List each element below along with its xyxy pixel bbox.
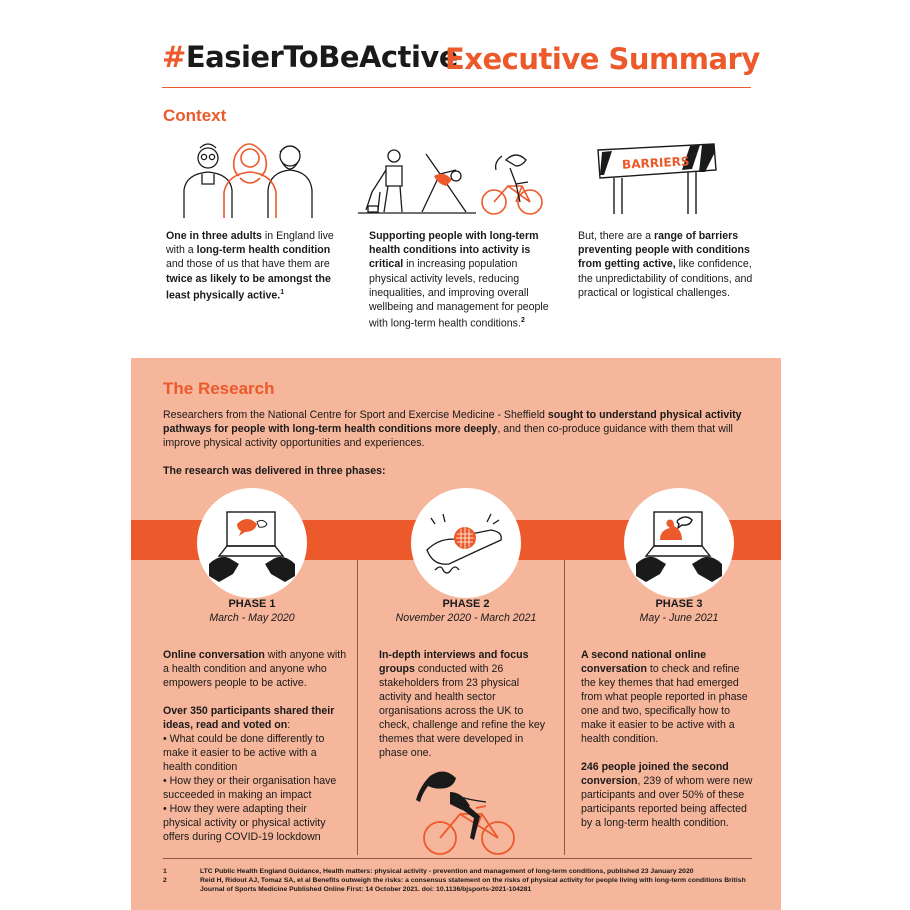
laptop-video-chat-icon bbox=[632, 500, 726, 590]
context-heading: Context bbox=[163, 106, 227, 125]
list-item: • What could be done differently to make it easier to be active with a health condition bbox=[163, 732, 348, 774]
laptop-chat-icon bbox=[205, 500, 299, 590]
research-heading: The Research bbox=[163, 379, 275, 398]
phase-2-description bbox=[379, 648, 551, 760]
phase-2-date: November 2020 - March 2021 bbox=[395, 612, 537, 624]
footnote-1-text: LTC Public Health England Guidance, Health matters: physical activity - prevention and management of long-term conditions, published 23 January 2020 bbox=[200, 868, 694, 875]
header-divider bbox=[162, 87, 751, 88]
exercising-people-icon bbox=[356, 146, 546, 218]
footnote-divider bbox=[163, 858, 752, 859]
three-people-icon bbox=[180, 134, 320, 218]
column-divider-1 bbox=[357, 560, 358, 855]
phase-1-label: PHASE 1 bbox=[228, 598, 276, 610]
phase-3-label: PHASE 3 bbox=[655, 598, 703, 610]
list-item: • How they or their organisation have succeeded in making an impact bbox=[163, 774, 348, 802]
context-item-3: But, there are a range of barriers preventing people with conditions from getting active, like confidence, the unpredictability of conditions, and practical or logistical challenges. bbox=[578, 230, 753, 299]
phase-3-paragraph-2: 246 people joined the second conversion, 239 of whom were new participants and over 50% of these participants reported being affected by a long-term health condition. bbox=[581, 761, 753, 829]
brand-hash: # bbox=[162, 40, 186, 74]
column-divider-2 bbox=[564, 560, 565, 855]
page-title: Executive Summary bbox=[445, 42, 760, 76]
phase-1-icon-circle bbox=[197, 488, 307, 598]
phase-1-paragraph-1: Online conversation with anyone with a health condition and anyone who empowers people to be active. bbox=[163, 649, 347, 689]
phase-2-paragraph-1: In-depth interviews and focus groups conducted with 26 stakeholders from 23 physical activity and health sector organisations across the UK to check, challenge and refine the key themes that were developed in phase one. bbox=[379, 649, 546, 759]
research-intro: Researchers from the National Centre for Sport and Exercise Medicine - Sheffield sought to understand physical activity pathways for people with long-term health conditions more deeply, and then co-produce guidance with them that will improve physical activity opportunities and experiences. bbox=[163, 409, 742, 449]
phase-3-paragraph-1: A second national online conversation to check and refine the key themes that had emerged from what people reported in phase one and two, specifically how to make it easier to be active with a health condition. bbox=[581, 649, 748, 745]
barrier-sign-icon bbox=[596, 142, 720, 216]
context-item-1: One in three adults in England live with a long-term health condition and those of us that have them are twice as likely to be amongst the least physically active.$^1$ bbox=[166, 230, 334, 302]
phase-1-paragraph-2: Over 350 participants shared their ideas, read and voted on: bbox=[163, 705, 335, 731]
phase-3-description bbox=[581, 648, 757, 830]
phases-intro: The research was delivered in three phases: bbox=[163, 465, 386, 477]
phase-3-date: May - June 2021 bbox=[639, 612, 719, 624]
brand-text: EasierToBeActive bbox=[185, 40, 458, 74]
cyclist-icon bbox=[420, 768, 520, 858]
phase-1-date: March - May 2020 bbox=[209, 612, 295, 624]
phase-2-icon-circle bbox=[411, 488, 521, 598]
phase-1-bullet-list bbox=[163, 732, 348, 844]
barrier-sign-label: BARRIERS bbox=[621, 154, 690, 172]
footnote-2-text: Reid H, Ridout AJ, Tomaz SA, et al Benefits outweigh the risks: a consensus statement on the risks of physical activity for people living with long-term conditions British Journal of Sports Medicine Published Online First: 14 October 2021. doi: 10.1136/bjsports-2021-104281 bbox=[200, 877, 746, 893]
brand-hashtag bbox=[162, 40, 458, 74]
phase-2-label: PHASE 2 bbox=[442, 598, 490, 610]
phase-3-icon-circle bbox=[624, 488, 734, 598]
footnote-2-number: 2 bbox=[163, 877, 167, 884]
phase-1-description bbox=[163, 648, 348, 844]
context-item-2: Supporting people with long-term health conditions into activity is critical in increasing population physical activity levels, reducing inequalities, and improving overall wellbeing and management for people with long-term health conditions.$^2$ bbox=[369, 230, 549, 330]
list-item: • How they were adapting their physical activity or physical activity offers during COVID-19 lockdown bbox=[163, 802, 348, 844]
microphone-icon bbox=[421, 510, 513, 580]
footnote-1-number: 1 bbox=[163, 868, 167, 875]
